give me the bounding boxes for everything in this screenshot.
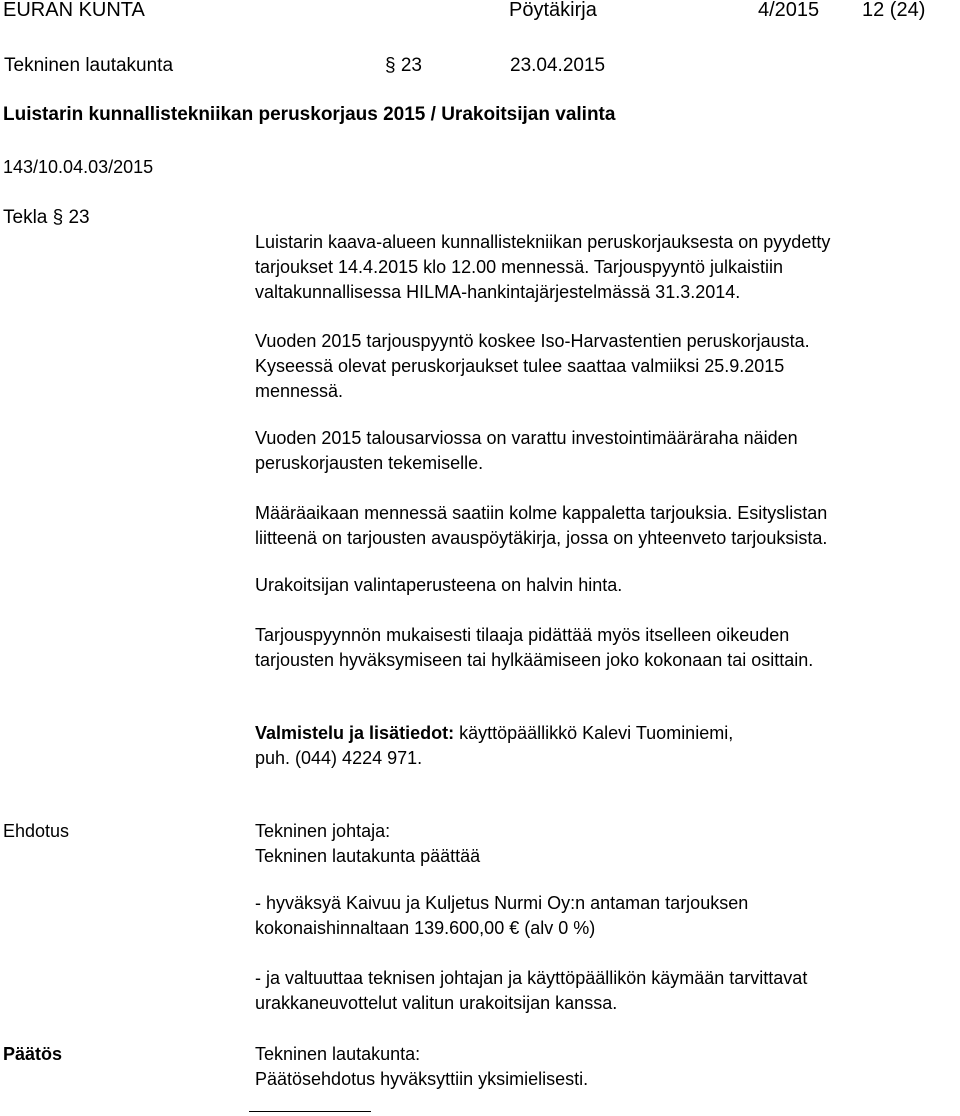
closing-rule bbox=[249, 1111, 371, 1112]
preparation-phone: puh. (044) 4224 971. bbox=[255, 748, 423, 768]
paragraph-line: liitteenä on tarjousten avauspöytäkirja, jossa on yhteenveto tarjouksista. bbox=[255, 528, 828, 548]
document-number: 4/2015 bbox=[758, 0, 820, 21]
paatos-line: Tekninen lautakunta: bbox=[255, 1044, 421, 1064]
ehdotus-item: urakkaneuvottelut valitun urakoitsijan kanssa. bbox=[255, 993, 618, 1013]
ehdotus-item: - ja valtuuttaa teknisen johtajan ja käyttöpäällikön käymään tarvittavat bbox=[255, 968, 808, 988]
paragraph-line: Vuoden 2015 tarjouspyyntö koskee Iso-Harvastentien peruskorjausta. bbox=[255, 331, 810, 351]
section-number: § 23 bbox=[385, 55, 422, 76]
page-title: Luistarin kunnallistekniikan peruskorjaus 2015 / Urakoitsijan valinta bbox=[3, 104, 616, 125]
tekla-label: Tekla § 23 bbox=[3, 207, 90, 228]
paragraph-line: Kyseessä olevat peruskorjaukset tulee saattaa valmiiksi 25.9.2015 bbox=[255, 356, 785, 376]
paragraph-line: Urakoitsijan valintaperusteena on halvin hinta. bbox=[255, 575, 623, 595]
ehdotus-item: kokonaishinnaltaan 139.600,00 € (alv 0 %) bbox=[255, 918, 596, 938]
paatos-line: Päätösehdotus hyväksyttiin yksimielisesti. bbox=[255, 1069, 589, 1089]
preparation-contact: käyttöpäällikkö Kalevi Tuominiemi, bbox=[454, 723, 734, 743]
meeting-date: 23.04.2015 bbox=[510, 55, 606, 76]
preparation-label: Valmistelu ja lisätiedot: bbox=[255, 723, 455, 743]
ehdotus-item: - hyväksyä Kaivuu ja Kuljetus Nurmi Oy:n antaman tarjouksen bbox=[255, 893, 749, 913]
document-type: Pöytäkirja bbox=[509, 0, 597, 21]
paragraph-line: Määräaikaan mennessä saatiin kolme kappaletta tarjouksia. Esityslistan bbox=[255, 503, 828, 523]
organization-name: EURAN KUNTA bbox=[3, 0, 145, 21]
committee-name: Tekninen lautakunta bbox=[4, 55, 174, 76]
page-number: 12 (24) bbox=[862, 0, 926, 21]
paragraph-line: Luistarin kaava-alueen kunnallistekniikan peruskorjauksesta on pyydetty bbox=[255, 232, 831, 252]
paragraph-line: Tarjouspyynnön mukaisesti tilaaja pidättää myös itselleen oikeuden bbox=[255, 625, 790, 645]
paragraph-line: tarjousten hyväksymiseen tai hylkäämiseen joko kokonaan tai osittain. bbox=[255, 650, 814, 670]
paragraph-line: Vuoden 2015 talousarviossa on varattu investointimääräraha näiden bbox=[255, 428, 798, 448]
record-number: 143/10.04.03/2015 bbox=[3, 157, 154, 177]
paragraph-line: tarjoukset 14.4.2015 klo 12.00 mennessä. Tarjouspyyntö julkaistiin bbox=[255, 257, 783, 277]
ehdotus-line: Tekninen johtaja: bbox=[255, 821, 391, 841]
paragraph-line: valtakunnallisessa HILMA-hankintajärjestelmässä 31.3.2014. bbox=[255, 282, 741, 302]
preparation-line bbox=[255, 720, 733, 746]
paragraph-line: peruskorjausten tekemiselle. bbox=[255, 453, 484, 473]
paragraph-line: mennessä. bbox=[255, 381, 344, 401]
paatos-label: Päätös bbox=[3, 1044, 63, 1064]
ehdotus-line: Tekninen lautakunta päättää bbox=[255, 846, 481, 866]
ehdotus-label: Ehdotus bbox=[3, 821, 70, 841]
